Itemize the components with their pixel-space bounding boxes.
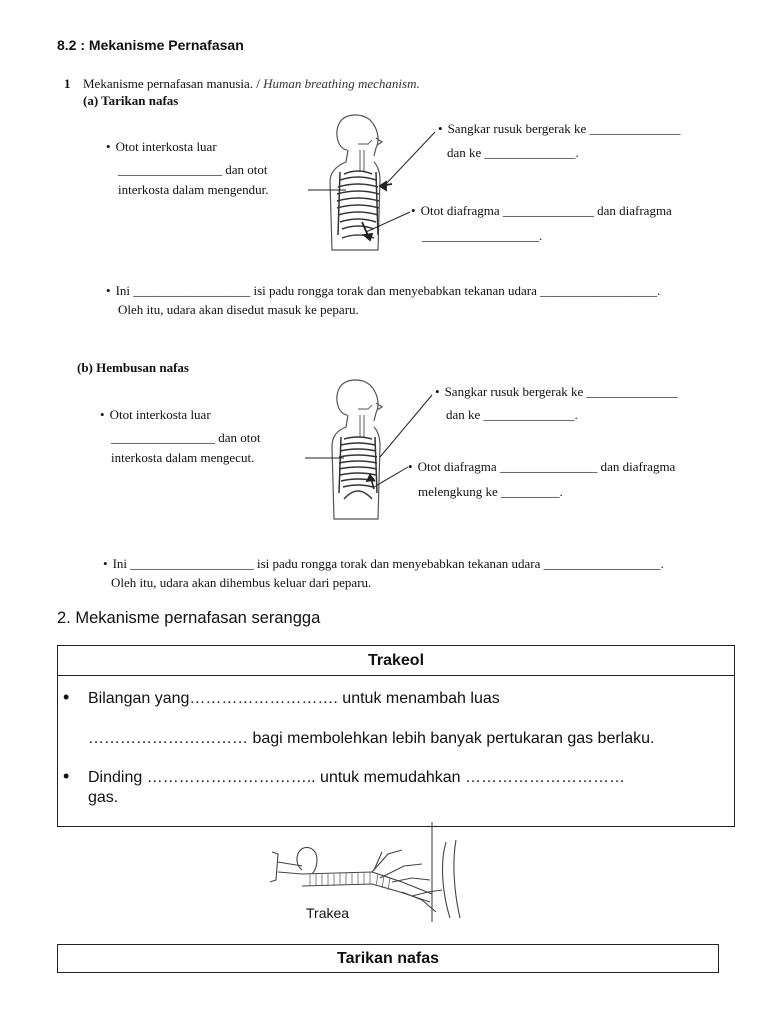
bullet-1: • <box>63 687 70 707</box>
trakeol-table <box>57 645 735 827</box>
question-1-text-en: Human breathing mechanism. <box>263 76 420 91</box>
section-title: 8.2 : Mekanisme Pernafasan <box>57 37 244 53</box>
trakeol-item1-line1: Bilangan yang………………………. untuk menambah luas <box>88 690 500 707</box>
trachea-figure <box>262 822 466 922</box>
exhale-bottom-line1: • Ini ___________________ isi padu rongga torak dan menyebabkan tekanan udara __________________. <box>103 554 664 573</box>
question-number: 1 <box>64 76 71 91</box>
trakeol-item2-line1: Dinding ………………………….. untuk memudahkan ………………………… <box>88 769 626 786</box>
bullet-2: • <box>63 766 70 786</box>
inhale-label: (a) Tarikan nafas <box>83 93 179 108</box>
question-1-text <box>83 76 420 92</box>
inhale-right2-line1: • Otot diafragma ______________ dan diafragma <box>411 201 672 220</box>
trakeol-item2-line2: gas. <box>88 789 119 806</box>
exhale-left-line3: interkosta dalam mengecut. <box>111 450 255 465</box>
inhale-left-line2: ________________ dan otot <box>118 162 268 177</box>
exhale-right1-line1: • Sangkar rusuk bergerak ke ______________ <box>435 382 678 401</box>
inhale-right1-line1: • Sangkar rusuk bergerak ke ______________ <box>438 119 681 138</box>
trakeol-table-title: Trakeol <box>58 646 734 676</box>
inhale-right1-line2: dan ke ______________. <box>447 145 579 160</box>
inhale-left-line1: • Otot interkosta luar <box>106 137 217 156</box>
exhale-left-line1: • Otot interkosta luar <box>100 405 211 424</box>
inhale-table-title: Tarikan nafas <box>337 950 439 967</box>
question-2-title: 2. Mekanisme pernafasan serangga <box>57 609 321 627</box>
trachea-label: Trakea <box>306 905 350 921</box>
inhale-bottom-line2: Oleh itu, udara akan disedut masuk ke peparu. <box>118 302 359 317</box>
inhale-bottom-line1: • Ini __________________ isi padu rongga torak dan menyebabkan tekanan udara __________________. <box>106 281 660 300</box>
exhale-left-line2: ________________ dan otot <box>111 430 261 445</box>
trakeol-item1-line2: ………………………… bagi membolehkan lebih banyak pertukaran gas berlaku. <box>88 730 655 747</box>
exhale-bottom-line2: Oleh itu, udara akan dihembus keluar dari peparu. <box>111 575 372 590</box>
inhale-table <box>57 944 719 973</box>
exhale-label: (b) Hembusan nafas <box>77 360 189 375</box>
exhale-right1-line2: dan ke ______________. <box>446 407 578 422</box>
question-1-text-ms: Mekanisme pernafasan manusia. / <box>83 76 264 91</box>
exhale-callout-lines <box>300 375 450 525</box>
inhale-left-line3: interkosta dalam mengendur. <box>118 182 269 197</box>
exhale-right2-line2: melengkung ke _________. <box>418 484 563 499</box>
exhale-right2-line1: • Otot diafragma _______________ dan diafragma <box>408 457 675 476</box>
inhale-right2-line2: __________________. <box>422 228 543 243</box>
inhale-callout-lines <box>300 110 450 260</box>
